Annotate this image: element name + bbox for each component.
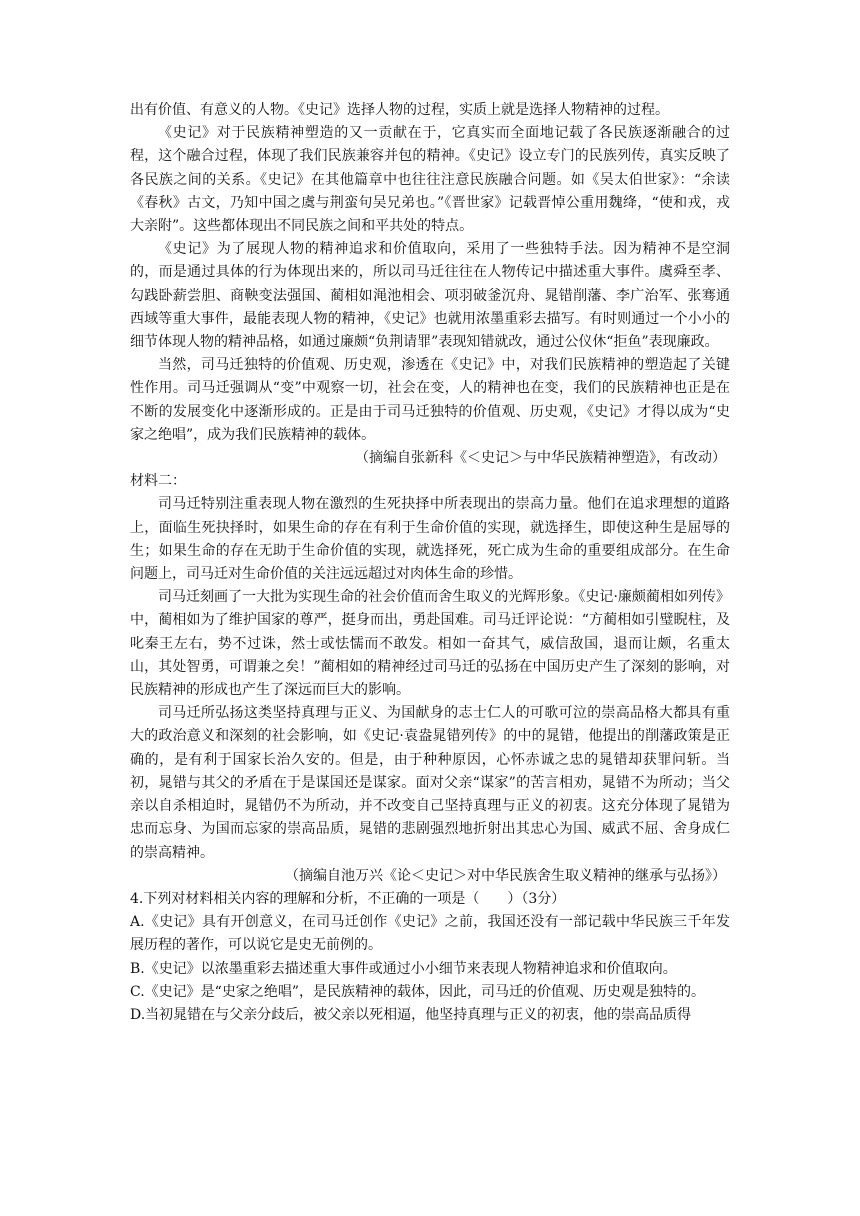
exam-page <box>130 99 730 1027</box>
material2-paragraph: 司马迁刻画了一大批为实现生命的社会价值而舍生取义的光辉形象。《史记·廉颇蔺相如列传》中，蔺相如为了维护国家的尊严，挺身而出，勇赴国难。司马迁评论说：“方蔺相如引璧睨柱，及叱秦王左右，势不过诛，然士或怯懦而不敢发。相如一奋其气，威信敌国，退而让颇，名重太山，其处智勇，可谓兼之矣！”蔺相如的精神经过司马迁的弘扬在中国历史产生了深刻的影响，对民族精神的形成也产生了深远而巨大的影响。 <box>130 589 730 699</box>
material1-paragraph: 《史记》为了展现人物的精神追求和价值取向，采用了一些独特手法。因为精神不是空洞的，而是通过具体的行为体现出来的，所以司马迁往往在人物传记中描述重大事件。虞舜至孝、勾践卧薪尝胆、商鞅变法强国、蔺相如渑池相会、项羽破釜沉舟、晁错削藩、李广治军、张骞通西域等重大事件，最能表现人物的精神，《史记》也就用浓墨重彩去描写。有时则通过一个小小的细节体现人物的精神品格，如通过廉颇“负荆请罪”表现知错就改，通过公仪休“拒鱼”表现廉政。 <box>130 241 730 351</box>
material1-source: （摘编自张新科《＜史记＞与中华民族精神塑造》，有改动） <box>355 450 726 467</box>
material2-paragraph: 司马迁特别注重表现人物在激烈的生死抉择中所表现出的崇高力量。他们在追求理想的道路上，面临生死抉择时，如果生命的存在有利于生命价值的实现，就选择生，即使这种生是屈辱的生；如果生命的存在无助于生命价值的实现，就选择死，死亡成为生命的重要组成部分。在生命问题上，司马迁对生命价值的关注远远超过对肉体生命的珍惜。 <box>130 496 730 583</box>
option-c: C.《史记》是“史家之绝唱”，是民族精神的载体，因此，司马迁的价值观、历史观是独特的。 <box>130 983 705 1000</box>
material1-paragraph: 《史记》对于民族精神塑造的又一贡献在于，它真实而全面地记载了各民族逐渐融合的过程，这个融合过程，体现了我们民族兼容并包的精神。《史记》设立专门的民族列传，真实反映了各民族之间的关系。《史记》在其他篇章中也往往注意民族融合问题。如《吴太伯世家》：“余读《春秋》古文，乃知中国之虞与荆蛮句吴兄弟也。”《晋世家》记载晋悼公重用魏绛，“使和戎，戎大亲附”。这些都体现出不同民族之间和平共处的特点。 <box>130 125 730 235</box>
material1-paragraph-continued: 出有价值、有意义的人物。《史记》选择人物的过程，实质上就是选择人物精神的过程。 <box>130 102 669 118</box>
material2-label: 材料二： <box>130 473 186 490</box>
material1-paragraph: 当然，司马迁独特的价值观、历史观，渗透在《史记》中，对我们民族精神的塑造起了关键性作用。司马迁强调从“变”中观察一切，社会在变，人的精神也在变，我们的民族精神也正是在不断的发展变化中逐渐形成的。正是由于司马迁独特的价值观、历史观，《史记》才得以成为“史家之绝唱”，成为我们民族精神的载体。 <box>130 357 730 443</box>
option-b: B.《史记》以浓墨重彩去描述重大事件或通过小小细节来表现人物精神追求和价值取向。 <box>130 960 677 977</box>
option-a: A.《史记》具有开创意义，在司马迁创作《史记》之前，我国还没有一部记载中华民族三千年发展历程的著作，可以说它是史无前例的。 <box>130 914 730 954</box>
material2-paragraph: 司马迁所弘扬这类坚持真理与正义、为国献身的志士仁人的可歌可泣的崇高品格大都具有重大的政治意义和深刻的社会影响，如《史记·袁盎晁错列传》的中的晁错，他提出的削藩政策是正确的，是有利于国家长治久安的。但是，由于种种原因，心怀赤诚之忠的晁错却获罪问斩。当初，晁错与其父的矛盾在于是谋国还是谋家。面对父亲“谋家”的苦言相劝，晁错不为所动；当父亲以自杀相迫时，晁错仍不为所动，并不改变自己坚持真理与正义的初衷。这充分体现了晁错为忠而忘身、为国而忘家的崇高品质，晁错的悲剧强烈地折射出其忠心为国、威武不屈、舍身成仁的崇高精神。 <box>130 705 730 861</box>
option-d: D.当初晁错在与父亲分歧后，被父亲以死相逼，他坚持真理与正义的初衷，他的崇高品质得 <box>130 1006 692 1023</box>
question-stem: 4.下列对材料相关内容的理解和分析，不正确的一项是（ ）（3分） <box>130 890 566 907</box>
material2-source: （摘编自池万兴《论＜史记＞对中华民族舍生取义精神的继承与弘扬》） <box>285 867 726 884</box>
